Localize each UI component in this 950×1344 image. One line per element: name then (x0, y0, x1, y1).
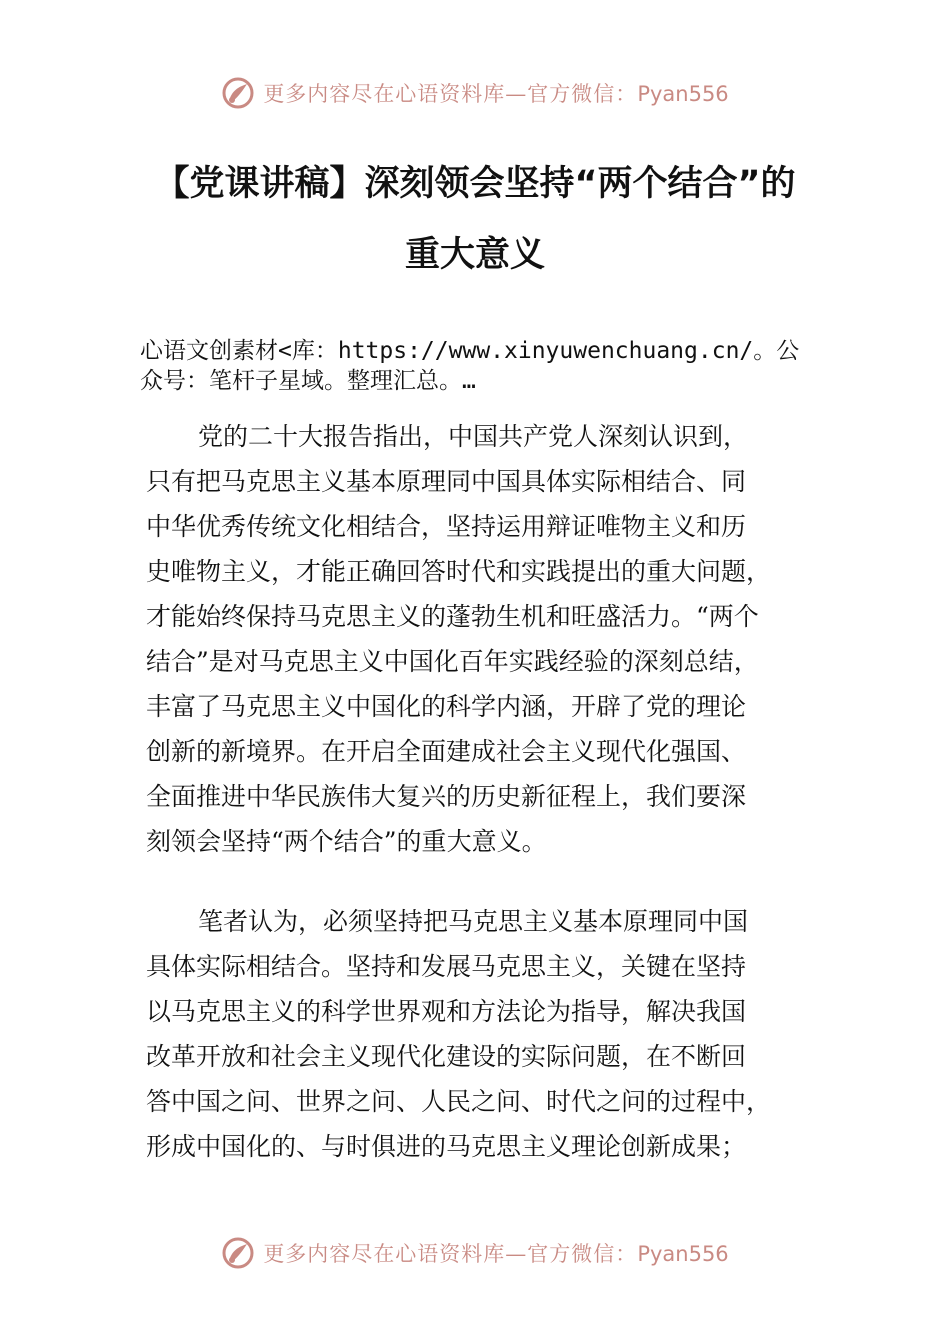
paragraph-line: 史唯物主义，才能正确回答时代和实践提出的重大问题， (146, 557, 772, 586)
paragraph-line: 刻领会坚持“两个结合”的重大意义。 (146, 827, 547, 856)
paragraph-line: 创新的新境界。在开启全面建成社会主义现代化强国、 (146, 737, 747, 766)
paragraph-line: 中华优秀传统文化相结合，坚持运用辩证唯物主义和历 (146, 512, 747, 541)
paragraph-line: 答中国之问、世界之问、人民之问、时代之问的过程中， (146, 1087, 772, 1116)
paragraph-line: 笔者认为，必须坚持把马克思主义基本原理同中国 (198, 907, 749, 936)
paragraph-line: 以马克思主义的科学世界观和方法论为指导，解决我国 (146, 997, 747, 1026)
brand-logo-icon (221, 76, 255, 110)
paragraph-line: 具体实际相结合。坚持和发展马克思主义，关键在坚持 (146, 952, 747, 981)
banner-label: 更多内容尽在心语资料库—官方微信： (263, 82, 638, 106)
paragraph-line: 只有把马克思主义基本原理同中国具体实际相结合、同 (146, 467, 747, 496)
paragraph-line: 全面推进中华民族伟大复兴的历史新征程上，我们要深 (146, 782, 747, 811)
paragraph-line: 丰富了马克思主义中国化的科学内涵，开辟了党的理论 (146, 692, 747, 721)
banner-text (263, 78, 728, 108)
header-banner (0, 73, 950, 113)
paragraph-line: 改革开放和社会主义现代化建设的实际问题，在不断回 (146, 1042, 747, 1071)
source-note (140, 336, 830, 396)
body-paragraph (146, 899, 816, 1169)
wechat-handle: Pyan556 (637, 1242, 729, 1266)
document-title: 【党课讲稿】深刻领会坚持“两个结合”的 (154, 164, 796, 204)
document-title-continued: 重大意义 (404, 235, 545, 275)
source-note-line: 心语文创素材<库：https://www.xinyuwenchuang.cn/。公 (140, 338, 800, 364)
body-paragraph (146, 414, 816, 864)
brand-logo-icon (221, 1236, 255, 1270)
source-note-line: 众号：笔杆子星域。整理汇总。… (140, 368, 476, 394)
banner-label: 更多内容尽在心语资料库—官方微信： (263, 1242, 638, 1266)
wechat-handle: Pyan556 (637, 82, 729, 106)
paragraph-line: 党的二十大报告指出，中国共产党人深刻认识到， (198, 422, 749, 451)
paragraph-line: 才能始终保持马克思主义的蓬勃生机和旺盛活力。“两个 (146, 602, 759, 631)
paragraph-line: 结合”是对马克思主义中国化百年实践经验的深刻总结， (146, 647, 759, 676)
banner-text (263, 1238, 728, 1268)
paragraph-line: 形成中国化的、与时俱进的马克思主义理论创新成果； (146, 1132, 747, 1161)
footer-banner (0, 1233, 950, 1273)
